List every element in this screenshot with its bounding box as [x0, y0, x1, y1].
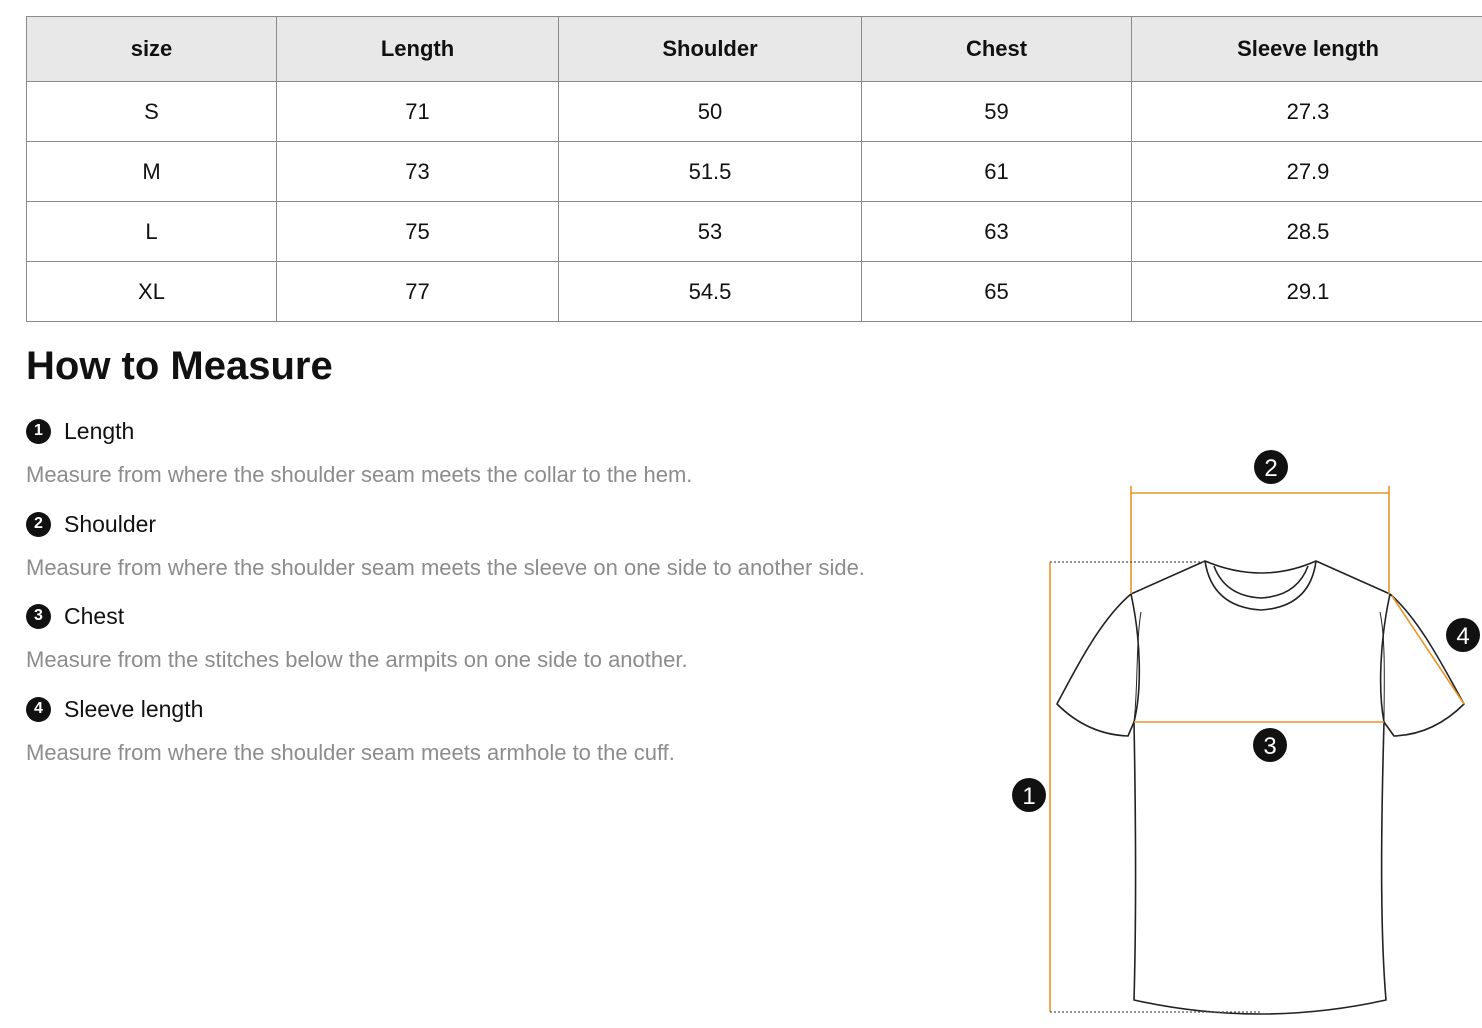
cell-size: XL	[27, 262, 277, 322]
marker-shoulder	[1254, 450, 1288, 484]
header-size: size	[27, 17, 277, 82]
step-description: Measure from where the shoulder seam meets the collar to the hem.	[26, 462, 693, 487]
cell-chest: 65	[862, 262, 1132, 322]
cell-shoulder: 51.5	[559, 142, 862, 202]
cell-chest: 63	[862, 202, 1132, 262]
step-name: Chest	[64, 602, 125, 629]
cell-shoulder: 53	[559, 202, 862, 262]
header-length: Length	[277, 17, 559, 82]
marker-sleeve-length	[1446, 618, 1480, 652]
cell-length: 75	[277, 202, 559, 262]
cell-sleeve-length: 27.9	[1132, 142, 1482, 202]
step-description: Measure from where the shoulder seam meets the sleeve on one side to another side.	[26, 555, 865, 580]
step-number-badge: 1	[26, 419, 51, 444]
how-to-measure-title: How to Measure	[26, 344, 333, 388]
step-name: Sleeve length	[64, 695, 204, 722]
header-shoulder: Shoulder	[559, 17, 862, 82]
cell-shoulder: 54.5	[559, 262, 862, 322]
step-description: Measure from where the shoulder seam meets armhole to the cuff.	[26, 740, 675, 765]
step-number-badge: 4	[26, 697, 51, 722]
svg-text:4: 4	[1456, 623, 1470, 650]
cell-size: M	[27, 142, 277, 202]
svg-text:2: 2	[1264, 455, 1278, 482]
cell-size: S	[27, 82, 277, 142]
cell-length: 77	[277, 262, 559, 322]
marker-length	[1012, 778, 1046, 812]
svg-text:1: 1	[1022, 783, 1036, 810]
step-name: Shoulder	[64, 510, 157, 537]
header-sleeve-length: Sleeve length	[1132, 17, 1482, 82]
cell-sleeve-length: 29.1	[1132, 262, 1482, 322]
dotted-guide-lines	[1050, 562, 1260, 1012]
step-description: Measure from the stitches below the armpits on one side to another.	[26, 647, 688, 672]
step-number-badge: 3	[26, 604, 51, 629]
svg-text:3: 3	[1263, 733, 1277, 760]
marker-chest	[1253, 728, 1287, 762]
cell-length: 73	[277, 142, 559, 202]
cell-sleeve-length: 28.5	[1132, 202, 1482, 262]
cell-shoulder: 50	[559, 82, 862, 142]
tshirt-outline-icon	[1057, 561, 1464, 1014]
cell-length: 71	[277, 82, 559, 142]
cell-chest: 61	[862, 142, 1132, 202]
cell-size: L	[27, 202, 277, 262]
step-number-badge: 2	[26, 512, 51, 537]
step-name: Length	[64, 417, 135, 444]
header-chest: Chest	[862, 17, 1132, 82]
cell-sleeve-length: 27.3	[1132, 82, 1482, 142]
cell-chest: 59	[862, 82, 1132, 142]
